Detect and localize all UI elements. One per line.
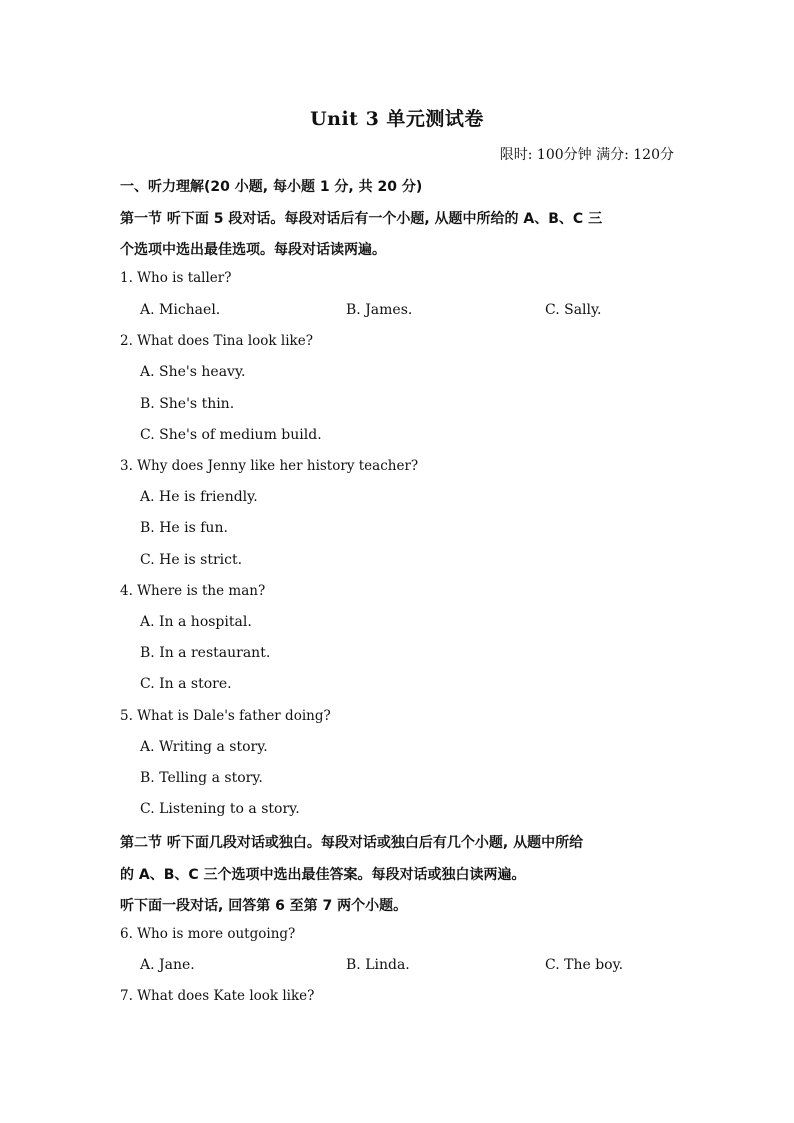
option-a: A. Jane. [140,957,195,973]
question-stem: 1. Who is taller? [120,270,232,286]
option-c: C. He is strict. [140,552,243,568]
question-stem: 7. What does Kate look like? [120,988,315,1004]
question-stem: 4. Where is the man? [120,583,266,599]
page-title: Unit 3 单元测试卷 [310,108,484,130]
option-b: B. In a restaurant. [140,645,271,661]
part1-instruction-line1: 第一节 听下面 5 段对话。每段对话后有一个小题, 从题中所给的 A、B、C 三 [120,211,603,227]
option-b: B. She's thin. [140,396,235,412]
section-heading-listening: 一、听力理解(20 小题, 每小题 1 分, 共 20 分) [120,179,423,195]
option-c: C. The boy. [545,957,624,973]
part2-instruction-line1: 第二节 听下面几段对话或独白。每段对话或独白后有几个小题, 从题中所给 [120,835,584,851]
option-c: C. Sally. [545,302,602,318]
option-a: A. She's heavy. [140,364,246,380]
option-b: B. Telling a story. [140,770,263,786]
option-c: C. In a store. [140,676,232,692]
option-c: C. Listening to a story. [140,801,300,817]
option-a: A. He is friendly. [140,489,258,505]
question-stem: 5. What is Dale's father doing? [120,708,331,724]
question-stem: 3. Why does Jenny like her history teacher? [120,458,419,474]
option-b: B. Linda. [346,957,410,973]
part1-instruction-line2: 个选项中选出最佳选项。每段对话读两遍。 [120,242,386,258]
dialogue-instruction: 听下面一段对话, 回答第 6 至第 7 两个小题。 [120,898,408,914]
question-stem: 6. Who is more outgoing? [120,926,296,942]
option-a: A. Michael. [140,302,221,318]
option-a: A. Writing a story. [140,739,268,755]
part2-instruction-line2: 的 A、B、C 三个选项中选出最佳答案。每段对话或独白读两遍。 [120,867,526,883]
option-b: B. James. [346,302,413,318]
option-c: C. She's of medium build. [140,427,322,443]
time-score-limits: 限时: 100分钟 满分: 120分 [499,147,674,163]
option-a: A. In a hospital. [140,614,252,630]
question-stem: 2. What does Tina look like? [120,333,313,349]
option-b: B. He is fun. [140,520,228,536]
